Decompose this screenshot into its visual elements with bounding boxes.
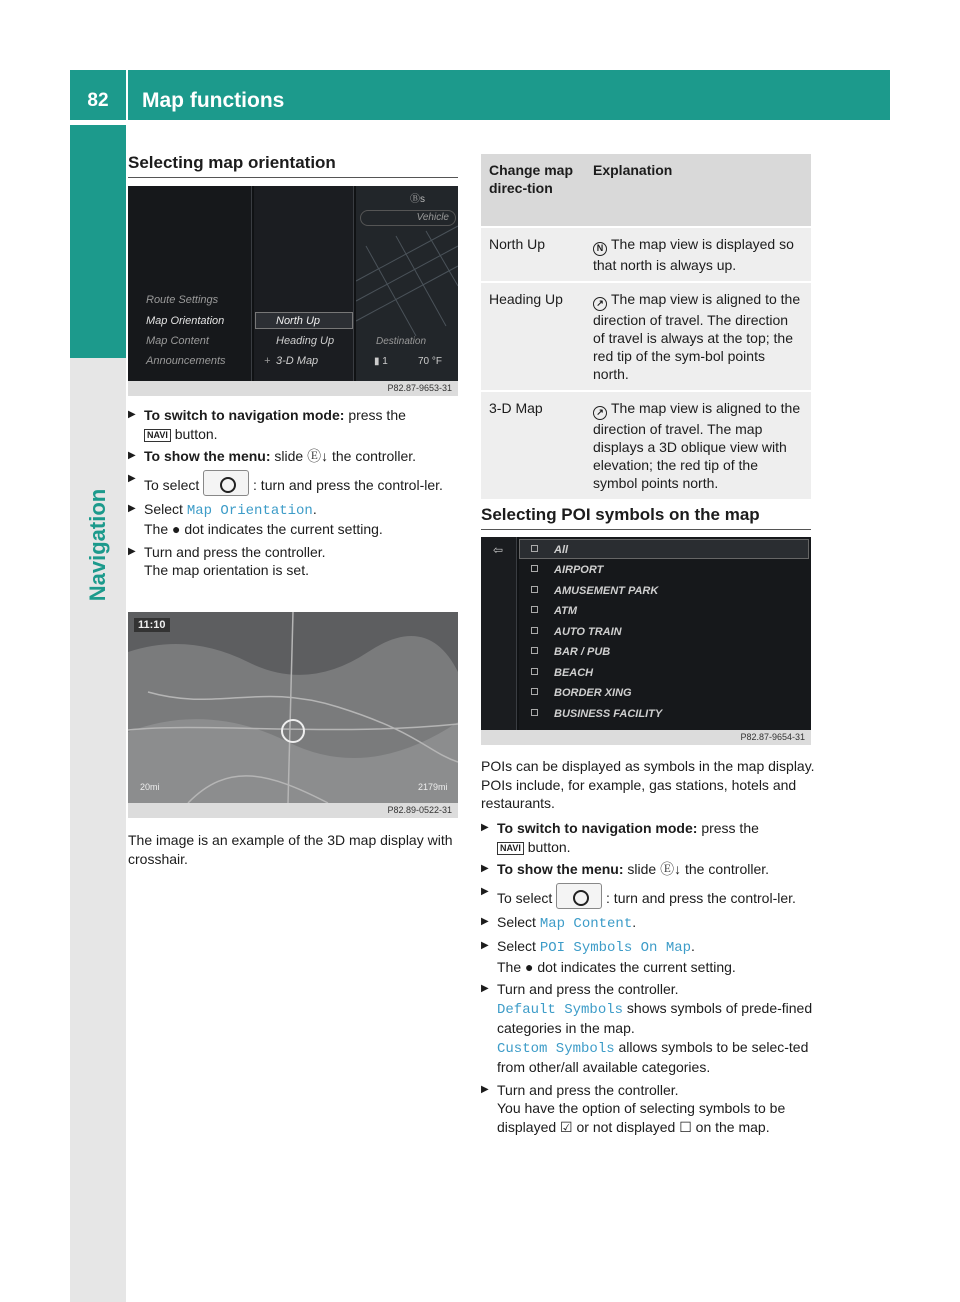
step-text: . — [312, 500, 317, 517]
step-text: Select — [497, 938, 536, 954]
navi-key-icon: NAVI — [144, 429, 171, 442]
step-text: To select — [497, 889, 553, 906]
menu-left-panel — [128, 186, 252, 381]
step — [481, 913, 816, 934]
option-3d-map[interactable]: 3-D Map — [276, 355, 319, 367]
step-text: Turn and press the controller. — [497, 1081, 679, 1098]
page-title: Map functions — [142, 89, 285, 112]
step-text: You have the option of selecting symbols to be displayed ☑ or not displayed ☐ on the map. — [497, 1100, 786, 1135]
step-text: Turn and press the controller. — [497, 981, 679, 997]
poi-item[interactable] — [531, 622, 622, 642]
table-cell-change: Heading Up — [481, 283, 585, 390]
checkbox-icon — [531, 606, 538, 613]
map-clock: 11:10 — [134, 618, 170, 632]
north-up-icon: N — [593, 242, 607, 256]
poi-label: AUTO TRAIN — [554, 626, 622, 638]
menu-map-content[interactable]: Map Content — [146, 335, 209, 347]
step-text: press the — [348, 407, 406, 423]
table-header-row — [481, 154, 811, 228]
heading-up-icon: ↗ — [593, 297, 607, 311]
poi-item[interactable] — [531, 663, 593, 683]
section-rule — [481, 529, 811, 530]
step — [128, 447, 463, 466]
table-cell-change: 3-D Map — [481, 392, 585, 499]
header-divider — [126, 70, 128, 120]
page-header — [70, 70, 890, 120]
checkbox-icon — [531, 565, 538, 572]
step-text: The ● dot indicates the current setting. — [144, 521, 383, 537]
checkbox-icon — [531, 627, 538, 634]
table-cell-change: North Up — [481, 228, 585, 281]
screenshot-poi-list — [481, 537, 811, 745]
map-terrain-graphic — [128, 612, 458, 803]
step — [128, 543, 463, 580]
table-header-change: Change map direc-tion — [481, 154, 585, 226]
poi-item[interactable] — [531, 601, 577, 621]
chapter-sidebar — [70, 125, 126, 1302]
steps-orientation — [128, 406, 463, 584]
menu-announcements[interactable]: Announcements — [146, 355, 226, 367]
table-row — [481, 283, 811, 392]
step-text: The ● dot indicates the current setting. — [497, 958, 736, 975]
menu-reference: Custom Symbols — [497, 1040, 615, 1057]
explanation-text: The map view is aligned to the direction of travel. The direction of travel is always at the top; the red tip of the sym-bol points north. — [593, 291, 801, 382]
settings-gear-icon — [556, 883, 602, 909]
step-text: slide Ⓔ↓ the controller. — [627, 861, 770, 877]
menu-reference: Map Content — [539, 915, 633, 932]
map-preview-panel — [356, 186, 458, 381]
step-bold: To show the menu: — [497, 861, 624, 877]
3d-map-icon: ↗ — [593, 406, 607, 420]
step — [481, 937, 816, 976]
poi-item[interactable] — [531, 560, 603, 580]
checkbox-icon — [531, 586, 538, 593]
step-text: button. — [174, 425, 218, 442]
step-bold: To show the menu: — [144, 448, 271, 464]
map-scale: 20mi — [140, 782, 160, 792]
checkbox-icon — [531, 668, 538, 675]
poi-label: BAR / PUB — [554, 646, 611, 658]
image-caption: P82.89-0522-31 — [128, 803, 458, 818]
poi-item-all[interactable] — [531, 540, 568, 560]
status-temperature: 70 °F — [418, 356, 443, 367]
step-text: . — [691, 938, 695, 954]
steps-poi — [481, 819, 816, 1140]
step — [481, 1081, 816, 1137]
step-bold: To switch to navigation mode: — [144, 407, 345, 423]
map-example-caption: The image is an example of the 3D map display with crosshair. — [128, 832, 453, 867]
step-text: : turn and press the control-ler. — [253, 476, 443, 493]
step-text: Select — [144, 500, 183, 517]
step-text: To select — [144, 476, 200, 493]
table-header-explanation: Explanation — [585, 154, 811, 226]
step-text: allows symbols to be selec-ted from other/all available categories. — [497, 1038, 809, 1075]
section-rule — [128, 177, 458, 178]
menu-reference: Map Orientation — [186, 502, 313, 519]
step — [128, 500, 463, 539]
screenshot-map-settings — [128, 186, 458, 396]
poi-item[interactable] — [531, 704, 662, 724]
menu-route-settings[interactable]: Route Settings — [146, 294, 219, 306]
menu-mid-panel — [254, 186, 354, 381]
menu-map-orientation[interactable]: Map Orientation — [146, 315, 225, 327]
poi-label: BEACH — [554, 667, 594, 679]
step-text: shows symbols of prede-fined categories in the map. — [497, 999, 813, 1036]
step-text: button. — [527, 838, 571, 855]
option-heading-up[interactable]: Heading Up — [276, 335, 335, 347]
destination-label[interactable]: Destination — [376, 336, 427, 347]
map-direction-table — [481, 154, 811, 501]
table-cell-explanation — [585, 392, 811, 499]
poi-intro: POIs can be displayed as symbols in the map display. POIs include, for example, gas stations, hotels and restaurants. — [481, 758, 815, 811]
poi-item[interactable] — [531, 683, 632, 703]
step — [128, 406, 463, 443]
step-text: Turn and press the controller. — [144, 543, 326, 560]
table-cell-explanation — [585, 283, 811, 390]
step-text: Select — [497, 913, 536, 930]
poi-label: BUSINESS FACILITY — [554, 708, 663, 720]
status-left: ▮ 1 — [374, 356, 388, 367]
image-caption: P82.87-9654-31 — [481, 730, 811, 745]
poi-label: BORDER XING — [554, 687, 632, 699]
vehicle-button[interactable]: Vehicle — [360, 210, 456, 226]
screenshot-3d-map — [128, 612, 458, 818]
step-text: . — [632, 913, 637, 930]
menu-reference: Default Symbols — [497, 1001, 624, 1018]
poi-item[interactable] — [531, 642, 610, 662]
checkbox-icon — [531, 688, 538, 695]
step-text: press the — [701, 820, 759, 836]
step-text: : turn and press the control-ler. — [606, 889, 796, 906]
poi-item[interactable] — [531, 581, 658, 601]
step — [481, 860, 816, 879]
table-row — [481, 228, 811, 283]
step — [481, 980, 816, 1077]
poi-back-panel — [481, 537, 517, 730]
section-title-map-orientation: Selecting map orientation — [128, 153, 336, 172]
back-arrow-icon[interactable]: ⇦ — [493, 543, 504, 557]
navi-key-icon: NAVI — [497, 842, 524, 855]
option-north-up[interactable]: North Up — [276, 315, 321, 327]
checkbox-icon — [531, 647, 538, 654]
poi-label: AMUSEMENT PARK — [554, 585, 659, 597]
step-text: slide Ⓔ↓ the controller. — [274, 448, 417, 464]
poi-label: ATM — [554, 605, 578, 617]
settings-gear-icon — [203, 470, 249, 496]
explanation-text: The map view is displayed so that north is always up. — [593, 236, 794, 273]
step — [481, 883, 816, 909]
menu-reference: POI Symbols On Map — [539, 940, 692, 956]
step-text: The map orientation is set. — [144, 562, 309, 578]
checkbox-icon — [531, 545, 538, 552]
poi-label: All — [554, 544, 569, 556]
image-caption: P82.87-9653-31 — [128, 381, 458, 396]
explanation-text: The map view is aligned to the direction of travel. The map displays a 3D oblique view with elevation; the red tip of the symbol points north. — [593, 400, 801, 491]
page-number: 82 — [87, 90, 109, 111]
status-icons: Ⓑs — [410, 194, 425, 205]
table-cell-explanation — [585, 228, 811, 281]
chapter-marker — [70, 125, 126, 358]
step — [481, 819, 816, 856]
section-title-poi: Selecting POI symbols on the map — [481, 505, 760, 524]
map-distance: 2179mi — [418, 782, 448, 792]
chapter-label: Navigation — [85, 488, 110, 602]
table-row — [481, 392, 811, 501]
poi-label: AIRPORT — [554, 564, 604, 576]
step — [128, 470, 463, 496]
checkbox-icon — [531, 709, 538, 716]
step-bold: To switch to navigation mode: — [497, 820, 698, 836]
plus-mark: + — [264, 355, 271, 367]
